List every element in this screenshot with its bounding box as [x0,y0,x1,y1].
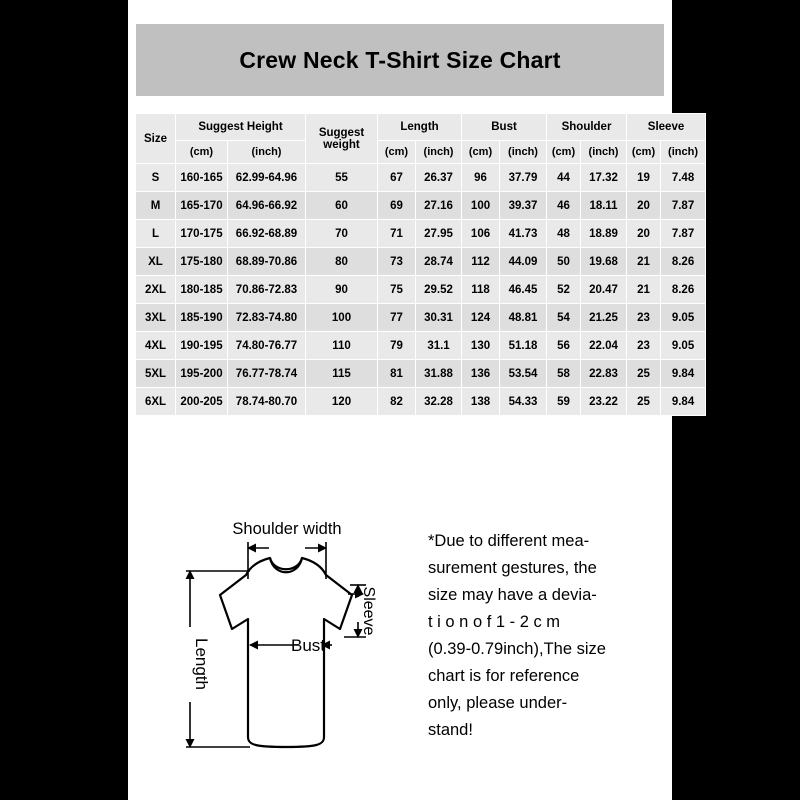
cell-sleeve-inch: 9.84 [661,360,706,388]
header-bust: Bust [462,114,547,141]
table-row [136,192,706,220]
cell-length-cm: 77 [378,304,416,332]
cell-shoulder-cm: 46 [547,192,581,220]
note-line-1: *Due to different mea- [428,532,590,550]
table-row [136,304,706,332]
unit-length-cm: (cm) [378,141,416,164]
cell-length-cm: 79 [378,332,416,360]
cell-shoulder-cm: 50 [547,248,581,276]
table-row [136,388,706,416]
note-line-8: stand! [428,721,473,739]
cell-length-inch: 27.16 [416,192,462,220]
cell-size: 3XL [136,304,176,332]
cell-sleeve-cm: 25 [627,360,661,388]
label-shoulder-width: Shoulder width [232,520,342,538]
cell-shoulder-inch: 18.11 [581,192,627,220]
cell-shoulder-cm: 59 [547,388,581,416]
cell-sleeve-inch: 9.84 [661,388,706,416]
label-bust: Bust [290,636,326,655]
note-line-2: surement gestures, the [428,559,597,577]
cell-shoulder-inch: 22.83 [581,360,627,388]
cell-length-inch: 32.28 [416,388,462,416]
cell-bust-cm: 138 [462,388,500,416]
cell-sleeve-cm: 23 [627,332,661,360]
unit-sleeve-cm: (cm) [627,141,661,164]
cell-sleeve-inch: 8.26 [661,248,706,276]
cell-bust-inch: 39.37 [500,192,547,220]
header-length: Length [378,114,462,141]
cell-shoulder-inch: 17.32 [581,164,627,192]
cell-shoulder-inch: 21.25 [581,304,627,332]
cell-weight-kg: 60 [306,192,378,220]
cell-sleeve-inch: 9.05 [661,332,706,360]
cell-shoulder-inch: 19.68 [581,248,627,276]
table-header-row [136,114,706,141]
cell-height-cm: 165-170 [176,192,228,220]
cell-length-cm: 81 [378,360,416,388]
cell-sleeve-inch: 7.87 [661,220,706,248]
cell-length-cm: 73 [378,248,416,276]
cell-size: 2XL [136,276,176,304]
size-chart-page [128,0,698,800]
cell-size: S [136,164,176,192]
unit-bust-cm: (cm) [462,141,500,164]
cell-height-inch: 70.86-72.83 [228,276,306,304]
unit-shoulder-inch: (inch) [581,141,627,164]
cell-bust-inch: 53.54 [500,360,547,388]
cell-shoulder-inch: 18.89 [581,220,627,248]
label-sleeve: Sleeve [360,586,377,636]
cell-bust-cm: 118 [462,276,500,304]
cell-weight-kg: 55 [306,164,378,192]
cell-sleeve-inch: 8.26 [661,276,706,304]
header-sleeve: Sleeve [627,114,706,141]
unit-height-cm: (cm) [176,141,228,164]
cell-height-inch: 76.77-78.74 [228,360,306,388]
table-row [136,220,706,248]
cell-length-inch: 27.95 [416,220,462,248]
cell-shoulder-cm: 58 [547,360,581,388]
cell-shoulder-inch: 20.47 [581,276,627,304]
cell-length-cm: 75 [378,276,416,304]
cell-sleeve-cm: 21 [627,248,661,276]
header-suggest-height: Suggest Height [176,114,306,141]
cell-height-inch: 74.80-76.77 [228,332,306,360]
note-line-7: only, please under- [428,694,568,712]
note-line-5: (0.39-0.79inch),The size [428,640,606,658]
cell-height-cm: 160-165 [176,164,228,192]
size-chart-table [135,113,706,416]
cell-length-cm: 67 [378,164,416,192]
page-title: Crew Neck T-Shirt Size Chart [239,46,561,73]
cell-bust-inch: 46.45 [500,276,547,304]
cell-sleeve-cm: 19 [627,164,661,192]
cell-bust-cm: 100 [462,192,500,220]
cell-sleeve-cm: 21 [627,276,661,304]
cell-length-cm: 69 [378,192,416,220]
cell-height-inch: 66.92-68.89 [228,220,306,248]
cell-bust-cm: 106 [462,220,500,248]
cell-height-cm: 185-190 [176,304,228,332]
cell-sleeve-cm: 25 [627,388,661,416]
title-banner [136,24,664,96]
page-content [128,0,698,800]
cell-bust-cm: 130 [462,332,500,360]
cell-sleeve-cm: 20 [627,192,661,220]
cell-height-inch: 62.99-64.96 [228,164,306,192]
table-row [136,248,706,276]
cell-length-inch: 28.74 [416,248,462,276]
cell-sleeve-inch: 7.48 [661,164,706,192]
header-suggest-weight: Suggest weight [306,114,378,164]
cell-bust-inch: 51.18 [500,332,547,360]
table-row [136,332,706,360]
cell-bust-inch: 54.33 [500,388,547,416]
cell-sleeve-cm: 23 [627,304,661,332]
measurement-note [428,528,660,744]
cell-shoulder-cm: 44 [547,164,581,192]
cell-height-inch: 68.89-70.86 [228,248,306,276]
cell-length-inch: 26.37 [416,164,462,192]
cell-bust-cm: 96 [462,164,500,192]
cell-height-cm: 170-175 [176,220,228,248]
cell-height-cm: 195-200 [176,360,228,388]
header-shoulder: Shoulder [547,114,627,141]
cell-shoulder-cm: 48 [547,220,581,248]
cell-height-inch: 72.83-74.80 [228,304,306,332]
cell-bust-cm: 112 [462,248,500,276]
cell-shoulder-inch: 23.22 [581,388,627,416]
note-line-3: size may have a devia- [428,586,597,604]
cell-size: 4XL [136,332,176,360]
cell-sleeve-inch: 9.05 [661,304,706,332]
label-length: Length [192,638,211,690]
table-unit-row [136,141,706,164]
cell-bust-inch: 37.79 [500,164,547,192]
cell-size: 6XL [136,388,176,416]
cell-shoulder-inch: 22.04 [581,332,627,360]
unit-height-inch: (inch) [228,141,306,164]
cell-height-inch: 78.74-80.70 [228,388,306,416]
cell-height-cm: 200-205 [176,388,228,416]
unit-bust-inch: (inch) [500,141,547,164]
cell-weight-kg: 110 [306,332,378,360]
cell-length-inch: 31.88 [416,360,462,388]
cell-bust-inch: 44.09 [500,248,547,276]
cell-length-inch: 30.31 [416,304,462,332]
cell-weight-kg: 90 [306,276,378,304]
cell-shoulder-cm: 54 [547,304,581,332]
cell-weight-kg: 120 [306,388,378,416]
cell-length-cm: 71 [378,220,416,248]
cell-height-cm: 175-180 [176,248,228,276]
cell-bust-inch: 41.73 [500,220,547,248]
cell-length-inch: 31.1 [416,332,462,360]
unit-length-inch: (inch) [416,141,462,164]
cell-size: 5XL [136,360,176,388]
cell-shoulder-cm: 52 [547,276,581,304]
unit-shoulder-cm: (cm) [547,141,581,164]
cell-weight-kg: 115 [306,360,378,388]
cell-bust-cm: 136 [462,360,500,388]
note-line-4: t i o n o f 1 - 2 c m [428,613,561,631]
cell-sleeve-cm: 20 [627,220,661,248]
cell-length-inch: 29.52 [416,276,462,304]
cell-height-inch: 64.96-66.92 [228,192,306,220]
cell-sleeve-inch: 7.87 [661,192,706,220]
cell-bust-inch: 48.81 [500,304,547,332]
table-row [136,276,706,304]
table-row [136,360,706,388]
cell-size: M [136,192,176,220]
cell-weight-kg: 80 [306,248,378,276]
unit-sleeve-inch: (inch) [661,141,706,164]
tshirt-diagram [138,497,418,787]
cell-length-cm: 82 [378,388,416,416]
cell-size: XL [136,248,176,276]
table-row [136,164,706,192]
cell-shoulder-cm: 56 [547,332,581,360]
cell-weight-kg: 100 [306,304,378,332]
cell-weight-kg: 70 [306,220,378,248]
cell-height-cm: 190-195 [176,332,228,360]
header-size: Size [136,114,176,164]
cell-height-cm: 180-185 [176,276,228,304]
cell-size: L [136,220,176,248]
note-line-6: chart is for reference [428,667,580,685]
cell-bust-cm: 124 [462,304,500,332]
